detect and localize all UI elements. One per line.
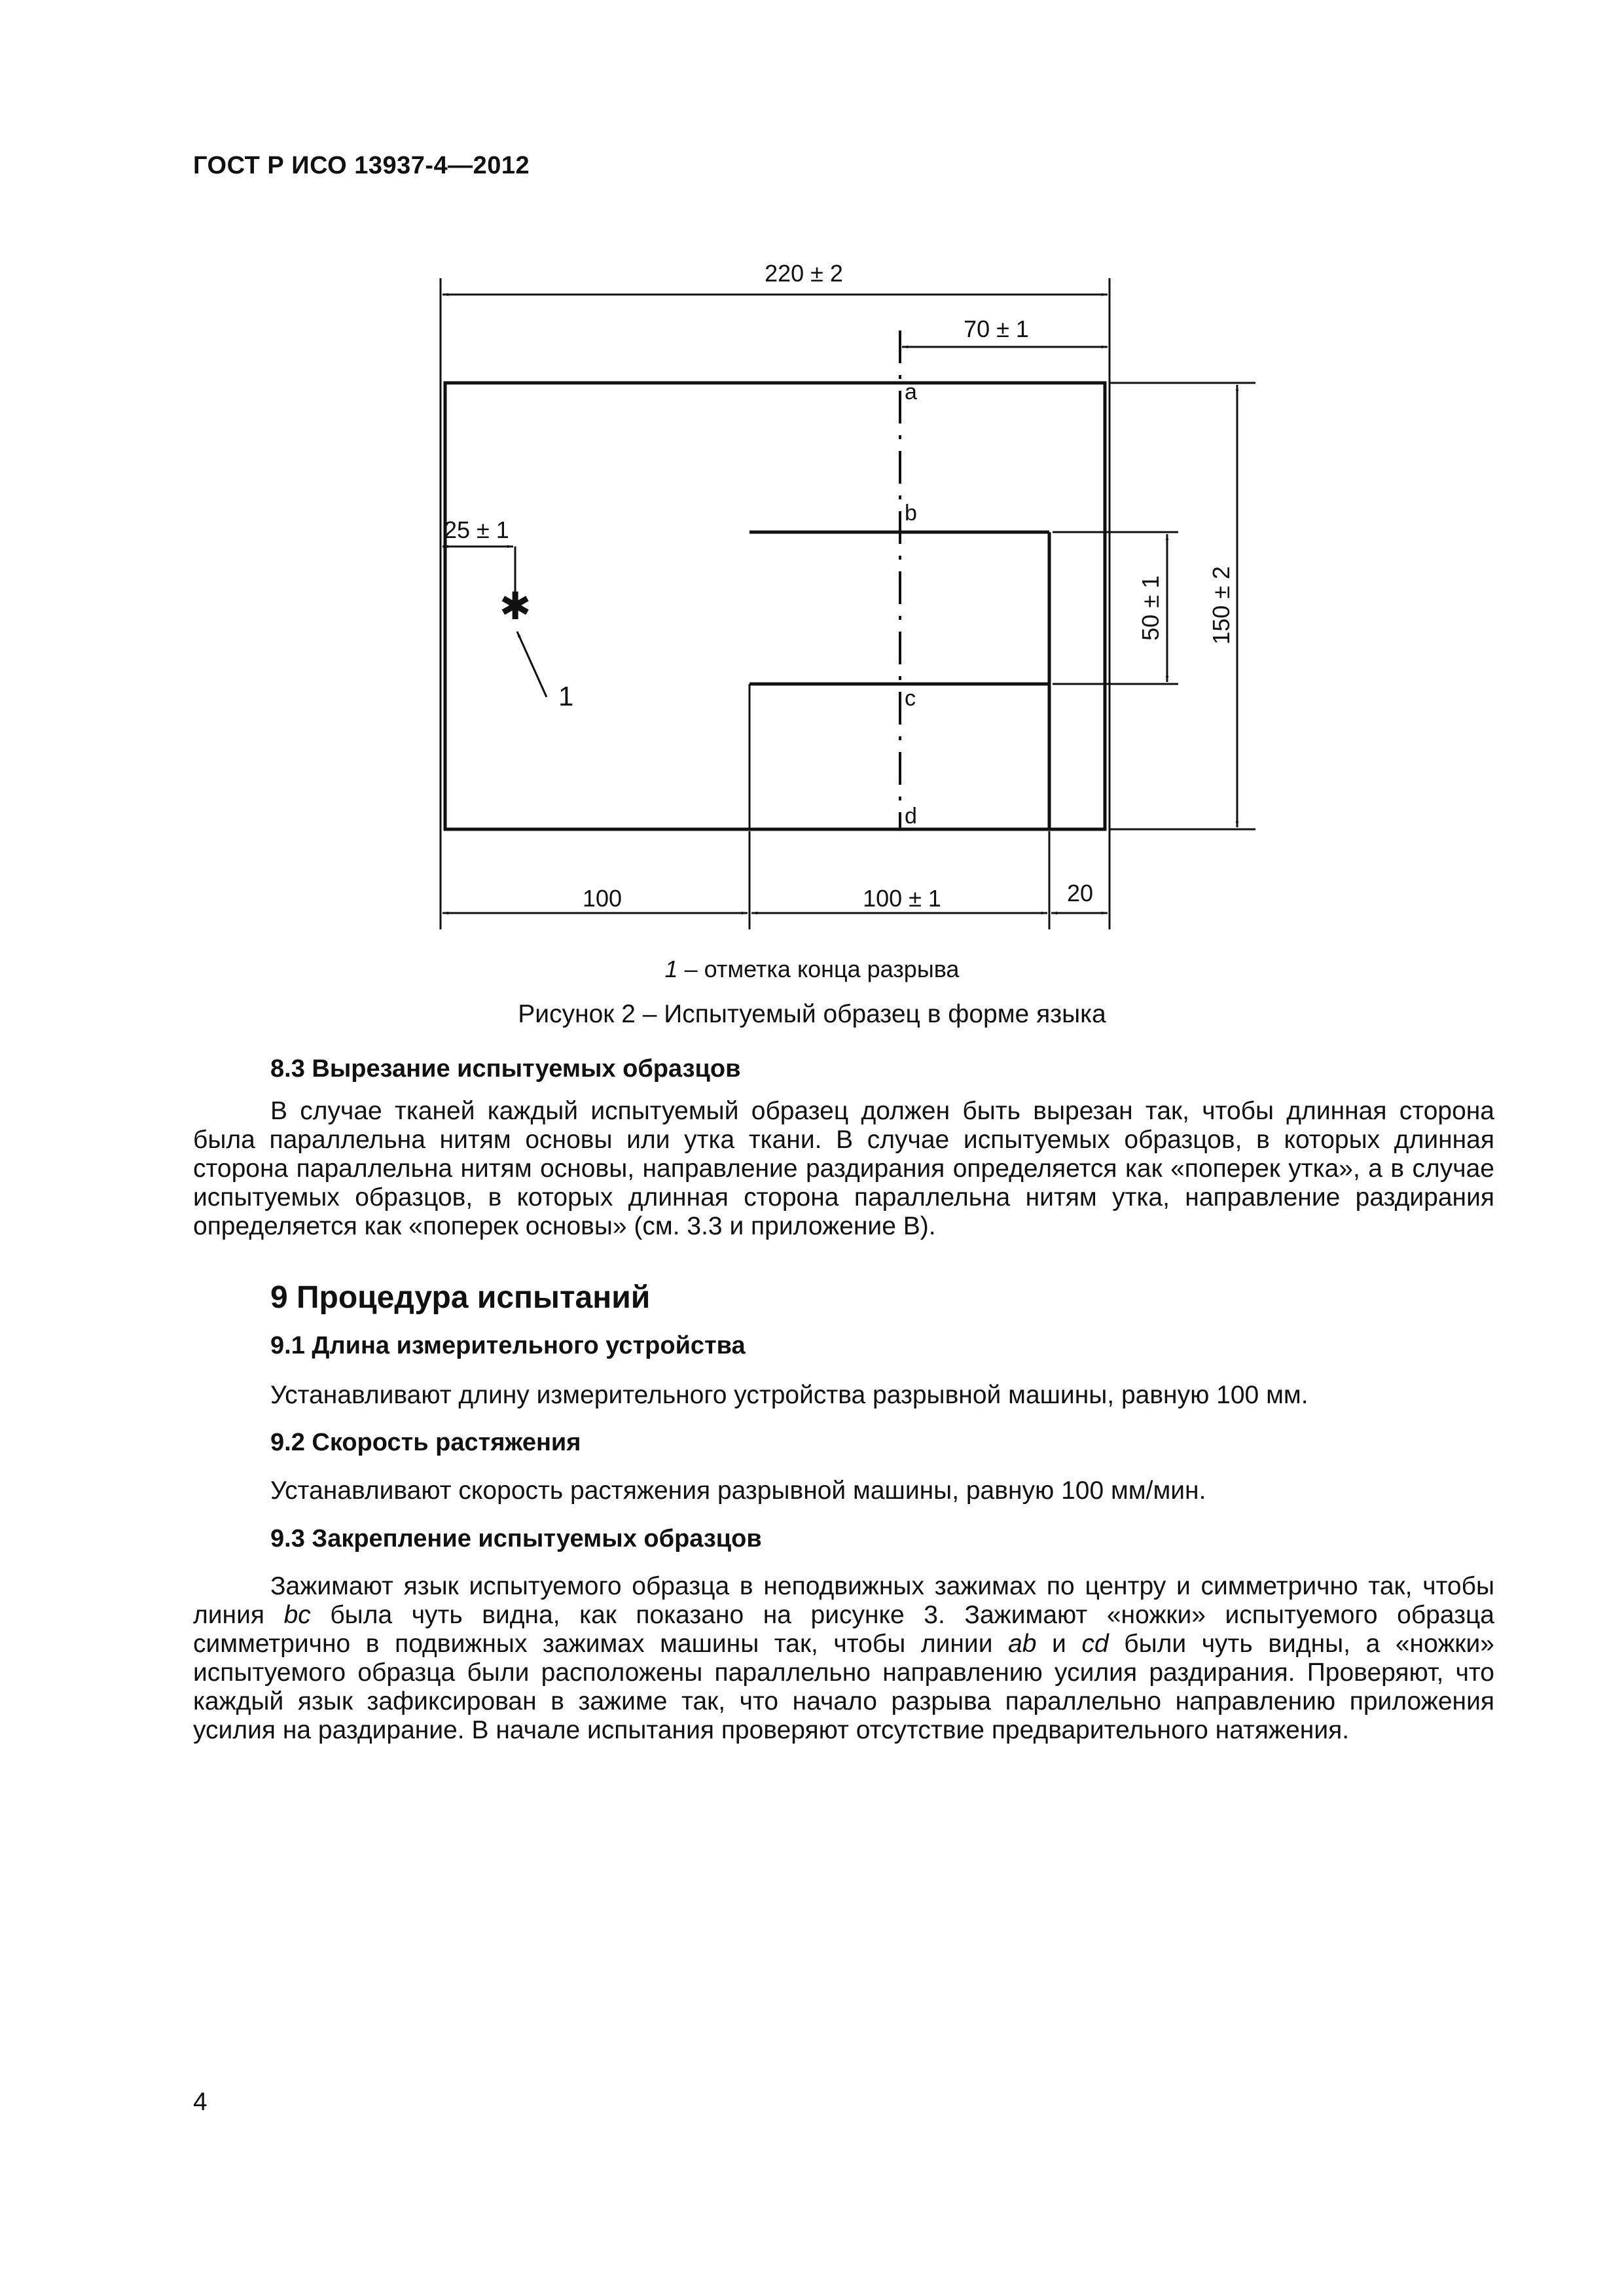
legend-text: – отметка конца разрыва — [677, 956, 960, 982]
tear-end-mark-icon: ✱ — [499, 585, 532, 628]
section-9-3-title: 9.3 Закрепление испытуемых образцов — [270, 1525, 762, 1552]
dim-left-part: 100 — [582, 885, 623, 912]
section-8-3-title: 8.3 Вырезание испытуемых образцов — [270, 1055, 741, 1083]
line-bc: bc — [283, 1601, 311, 1629]
section-9-2-title: 9.2 Скорость растяжения — [270, 1429, 581, 1456]
dim-cut-length: 100 ± 1 — [863, 885, 941, 912]
specimen-outline — [445, 383, 1105, 829]
section-9-3-text — [193, 1572, 1494, 1745]
section-9-2-text: Устанавливают скорость растяжения разрывной машины, равную 100 мм/мин. — [270, 1477, 1206, 1505]
dim-tongue-offset: 70 ± 1 — [964, 315, 1029, 342]
point-a: a — [905, 380, 917, 404]
dim-tongue-width: 50 ± 1 — [1137, 575, 1164, 641]
section-8-3-text: В случае тканей каждый испытуемый образец должен быть вырезан так, чтобы длинная сторона была параллельна нитям основы или утка ткани. В случае испытуемых образцов, в которых длинная сторона параллельна нитям основы, направление раздирания определяется как «поперек утка», а в случае испытуемых образцов, в которых длинная сторона параллельна нитям утка, направление раздирания определяется как «поперек основы» (см. 3.3 и приложение В). — [193, 1097, 1494, 1240]
section-9-1-text: Устанавливают длину измерительного устройства разрывной машины, равную 100 мм. — [270, 1381, 1308, 1409]
point-d: d — [905, 804, 917, 829]
specimen-figure — [0, 0, 1624, 982]
mark-leader — [517, 632, 547, 697]
s93-part-2: была чуть видна, как показано на рисунке 3. Зажимают «ножки» испытуемого образца симметрично в подвижных зажимах машины так, чтобы линии — [193, 1601, 1495, 1658]
dim-total-width: 220 ± 2 — [765, 260, 843, 287]
section-9-title: 9 Процедура испытаний — [270, 1280, 651, 1315]
dim-total-height: 150 ± 2 — [1208, 566, 1235, 645]
s93-part-4: были чуть видны, а «ножки» испытуемого образца были расположены параллельно направлению усилия раздирания. Проверяют, что каждый язык зафиксирован в зажиме так, что начало разрыва параллельно направлению приложения усилия на раздирание. В начале испытания проверяют отсутствие предварительного натяжения. — [193, 1630, 1494, 1744]
point-c: c — [905, 686, 916, 711]
dim-mark-offset: 25 ± 1 — [444, 516, 509, 543]
figure-legend — [0, 956, 1624, 983]
figure-caption: Рисунок 2 – Испытуемый образец в форме языка — [518, 1000, 1106, 1028]
line-cd: cd — [1081, 1630, 1109, 1658]
document-header: ГОСТ Р ИСО 13937-4—2012 — [193, 152, 530, 179]
section-9-1-title: 9.1 Длина измерительного устройства — [270, 1332, 746, 1359]
dim-right-part: 20 — [1066, 880, 1094, 906]
point-b: b — [905, 501, 917, 526]
line-ab: ab — [1008, 1630, 1037, 1658]
page-number: 4 — [193, 2088, 208, 2116]
legend-number: 1 — [664, 956, 678, 982]
s93-part-1: Зажимают язык испытуемого образца в неподвижных зажимах по центру и симметрично так, чтобы линия — [193, 1572, 1494, 1629]
s93-part-3: и — [1036, 1630, 1082, 1658]
mark-label: 1 — [558, 681, 574, 711]
